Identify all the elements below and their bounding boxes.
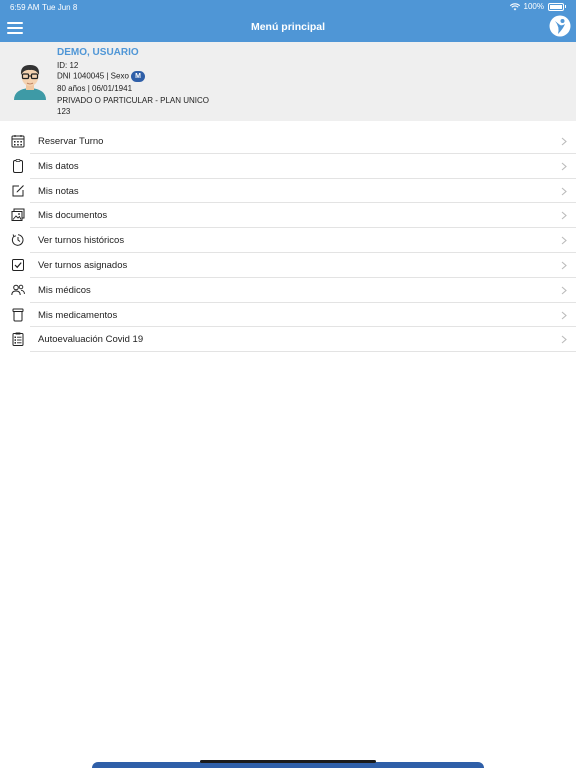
patient-plan: PRIVADO O PARTICULAR - PLAN UNICO (57, 96, 210, 105)
patient-age-birthdate: 80 años | 06/01/1941 (57, 84, 133, 93)
menu-item-label: Mis notas (38, 185, 79, 197)
menu-item-label: Ver turnos asignados (38, 259, 128, 271)
menu-item-mis-documentos[interactable] (0, 203, 576, 228)
chevron-right-icon (561, 236, 567, 245)
menu-item-reservar-turno[interactable] (0, 129, 576, 154)
patient-dni: DNI 1040045 | Sexo (57, 71, 129, 81)
chevron-right-icon (561, 137, 567, 146)
chevron-right-icon (561, 335, 567, 344)
battery-icon (548, 3, 564, 11)
menu-item-label: Autoevaluación Covid 19 (38, 334, 144, 346)
menu-item-label: Reservar Turno (38, 136, 104, 147)
top-bar (0, 0, 576, 42)
menu-item-label: Mis médicos (38, 284, 91, 296)
menu-item-label: Mis medicamentos (38, 309, 118, 321)
checkbox-icon (11, 258, 25, 272)
chevron-right-icon (561, 286, 567, 295)
avatar (11, 62, 49, 100)
clipboard-icon (11, 159, 25, 173)
page-title: Menú principal (250, 21, 326, 33)
history-icon (11, 233, 25, 247)
edit-note-icon (11, 184, 25, 198)
chevron-right-icon (561, 187, 567, 196)
home-indicator[interactable] (200, 760, 376, 763)
menu-item-turnos-asignados[interactable] (0, 253, 576, 278)
menu-item-turnos-historicos[interactable] (0, 228, 576, 253)
chevron-right-icon (561, 261, 567, 270)
status-time: 6:59 AM (10, 3, 40, 12)
patient-id: ID: 12 (57, 61, 79, 70)
main-menu-list (0, 129, 576, 352)
battery-tip (565, 5, 566, 8)
wifi-icon (510, 3, 520, 11)
menu-item-mis-medicamentos[interactable] (0, 303, 576, 328)
chevron-right-icon (561, 311, 567, 320)
patient-extra: 123 (57, 107, 71, 116)
patient-dni-row (57, 71, 145, 82)
medicine-jar-icon (11, 308, 25, 322)
menu-item-mis-datos[interactable] (0, 154, 576, 179)
calendar-icon (11, 134, 25, 148)
chevron-right-icon (561, 211, 567, 220)
menu-item-label: Mis documentos (38, 210, 108, 222)
app-logo-icon[interactable] (549, 15, 571, 37)
patient-name: DEMO, USUARIO (57, 47, 139, 58)
menu-item-autoevaluacion-covid[interactable] (0, 327, 576, 352)
battery-percent: 100% (523, 2, 544, 11)
people-icon (11, 283, 25, 297)
menu-item-mis-notas[interactable] (0, 179, 576, 204)
sex-badge: M (131, 71, 145, 82)
chevron-right-icon (561, 162, 567, 171)
images-icon (11, 208, 25, 222)
menu-item-mis-medicos[interactable] (0, 278, 576, 303)
menu-item-label: Mis datos (38, 160, 79, 172)
status-date: Tue Jun 8 (42, 3, 78, 12)
menu-item-label: Ver turnos históricos (38, 235, 125, 247)
checklist-icon (11, 332, 25, 346)
status-indicators (510, 2, 566, 11)
